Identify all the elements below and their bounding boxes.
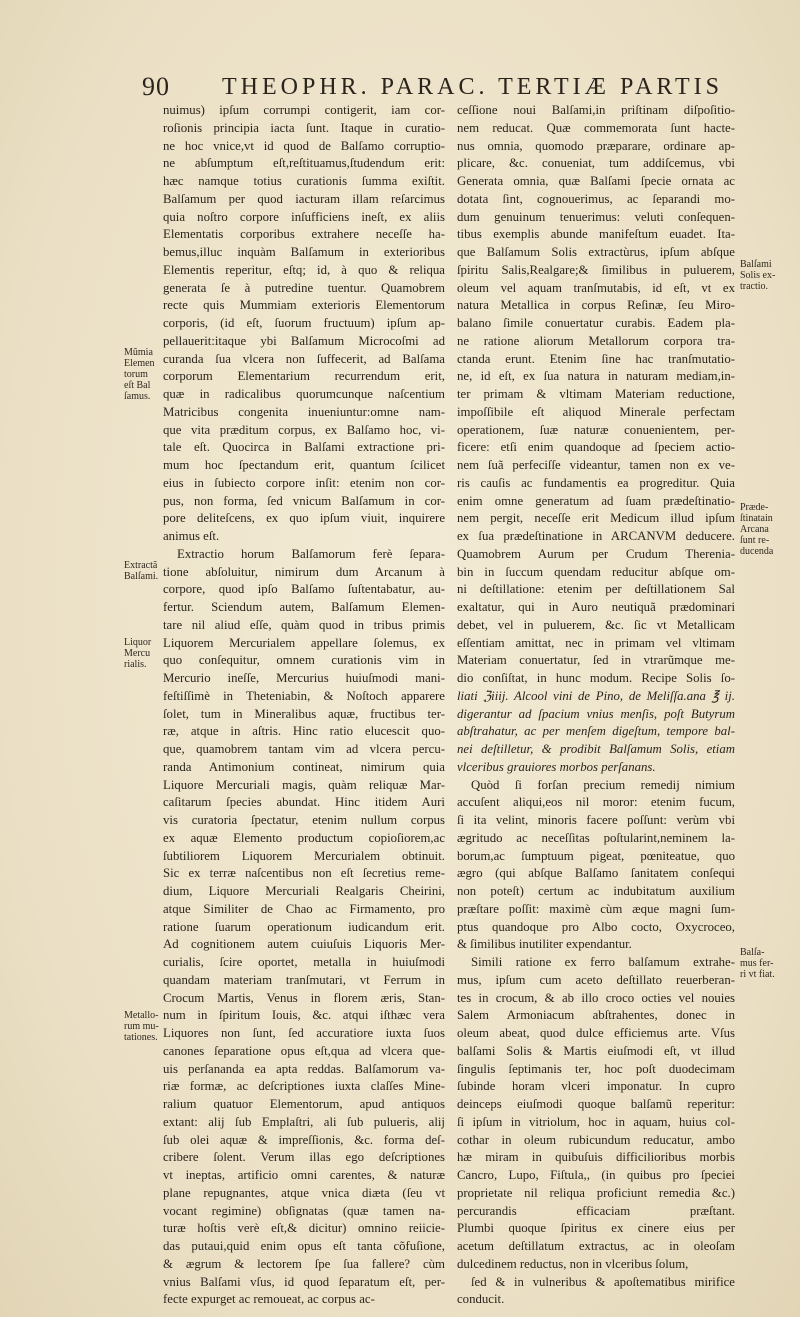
- text-line: canones ſeparatione opus eſt,qua ad vlcera que-: [163, 1043, 445, 1058]
- text-line: ſubinde horam vlceri imponatur. In cupro: [457, 1079, 735, 1094]
- text-line: ne hoc vnice,vt id quod de Balſamo corruptio-: [163, 138, 445, 153]
- text-line: cothar in oleum rubicundum reducatur, ambo: [457, 1132, 735, 1147]
- text-line: Cancro, Lupo, Fiſtula,, (in quibus pro ſpeciei: [457, 1168, 735, 1182]
- text-line: ex ſua prædeſtinatione in ARCANVM deducere.: [457, 529, 735, 543]
- text-line: ræ, atque in aſtris. Hinc ratio elucescit quo-: [163, 724, 445, 739]
- text-line: digerantur ad ſpacium vnius menſis, poſt Butyrum: [457, 706, 735, 721]
- text-line: nem pergit, neceſſe erit Medicum illud ipſum: [457, 511, 735, 526]
- text-line: uis perſananda ea apta reddas. Balſamorum va-: [163, 1061, 445, 1076]
- text-line: deinceps eiuſmodi quoque balſamũ reperitur:: [457, 1097, 735, 1111]
- margin-note-line: tractio.: [740, 281, 769, 292]
- text-line: ptus quandoque pro Albo cocto, Oxycroceo,: [457, 919, 735, 934]
- text-line: Elementatis corporibus extrahere neceſſe ha-: [163, 227, 445, 242]
- text-line: Plumbi quoque ſpiritus ex cinere eius per: [457, 1221, 735, 1236]
- text-line: curialis, ſcire oportet, metalla in huiuſmodi: [163, 955, 445, 969]
- text-line: dio conſiſtat, in hunc modum. Recipe Solis ſo-: [457, 671, 735, 685]
- text-line: pellauerit:itaque ybi Balſamum Microcoſmi ad: [163, 333, 445, 348]
- text-line: natura Metallica in corpus Reſinæ, ſeu Miro-: [457, 298, 735, 313]
- text-line: mum hoc ſpectandum erit, quantum ſcilicet: [163, 458, 445, 472]
- text-line: proprietate nil reliqua proficiunt remedia &c.): [457, 1185, 735, 1200]
- text-line: vis curatoria ſpectatur, etenim nullum corpus: [163, 813, 445, 827]
- text-line: ralium quatuor Elementorum, apud antiquos: [163, 1097, 445, 1111]
- margin-note-line: ducenda: [740, 546, 774, 557]
- text-line: ſi ipſum in vitriolum, hoc in aquam, huius col-: [457, 1114, 735, 1129]
- text-line: fertur. Sciendum autem, Balſamum Elemen-: [163, 600, 445, 614]
- left-text-column: [163, 102, 445, 1309]
- text-line: nus omnia, quomodo præparare, ordinare ap-: [457, 138, 735, 153]
- margin-note-line: ſtinatain: [740, 513, 773, 524]
- margin-note-line: rum mu-: [124, 1021, 159, 1032]
- text-line: plane repugnantes, atque vnica diæta (ſeu vt: [163, 1185, 445, 1200]
- text-line: Materiam conuertatur, ſed in vtrarũmque me-: [457, 653, 735, 668]
- text-line: corporum Elementarium recurrendum erit,: [163, 369, 445, 384]
- text-line: exaltatur, qui in Auro neutiquã prædominari: [457, 600, 735, 614]
- text-line: num in ſpiritum Iouis, &c. atqui iſthæc vera: [163, 1008, 445, 1023]
- text-line: percurandis efficaciam præſtant.: [457, 1203, 735, 1218]
- margin-note-line: Balſa-: [740, 947, 765, 958]
- running-head: THEOPHR. PARAC. TERTIÆ PARTIS: [222, 74, 723, 100]
- text-line: nem ſuã perfeciſſe videantur, tamen non ex ve-: [457, 458, 735, 472]
- text-line: recte quis Mummiam exterioris Elementorum: [163, 298, 445, 313]
- margin-note-line: Mercu: [124, 648, 151, 659]
- text-line: & ægrum & lectorem ſpe ſua fallere? cùm: [163, 1256, 445, 1271]
- text-line: ficere: etſi enim quandoque ad ſpeciem actio-: [457, 440, 735, 455]
- text-line: curanda ſua vlcera non ſuffecerit, ad Balſama: [163, 351, 445, 366]
- text-line: ſub olei aquæ & impreſſionis, &c. forma deſ-: [163, 1132, 445, 1147]
- text-line: oleum vel aquam tranſmutabis, id eſt, vt ex: [457, 280, 735, 295]
- text-line: liati ℨiiij. Alcool vini de Pino, de Meliſſa.ana ℥ ij.: [457, 688, 735, 703]
- text-line: Quamobrem Aurum per Crudum Therenia-: [457, 546, 735, 561]
- text-line: ne, id eſt, ex ſua natura in naturam mediam,in-: [457, 369, 735, 384]
- text-line: plicare, &c. conueniat, tum addiſcemus, vbi: [457, 156, 735, 171]
- text-line: Matricibus congenita inueniuntur:omne nam-: [163, 404, 445, 419]
- text-line: hæ miram in quibuſuis difficilioribus morbis: [457, 1150, 735, 1165]
- text-line: caſitarum ſpecies abundat. Hinc itidem Auri: [163, 795, 445, 810]
- text-line: Sic ex terræ naſcentibus non eſt ſecretius reme-: [163, 866, 445, 881]
- page-header: [142, 72, 723, 101]
- text-line: corpore, quod ipſo Balſamo ſuſtentabatur, au-: [163, 582, 445, 597]
- margin-note-line: Præde-: [740, 502, 769, 513]
- margin-note-line: Elemen: [124, 358, 155, 369]
- text-line: debet, vel in puluerem, &c. ſic vt Metallicam: [457, 617, 735, 632]
- text-line: Balſamum per quod iacturam illam reſarcimus: [163, 191, 445, 206]
- text-line: Salem Armoniacum abſtrahentes, donec in: [457, 1008, 735, 1023]
- text-line: balſami Solis & Martis eiuſmodi eſt, vt illud: [457, 1043, 735, 1058]
- text-line: Extractio horum Balſamorum ferè ſepara-: [177, 546, 445, 561]
- page-number: 90: [142, 72, 170, 101]
- text-line: cribere ſolent. Verum illas ego deſcriptiones: [163, 1150, 445, 1165]
- margin-note-line: Arcana: [740, 524, 769, 535]
- text-line: tes in crocum, & ab illo croco octies vel nouies: [457, 990, 735, 1005]
- text-line: Mercurio ineſſe, Mercurius huiuſmodi mani-: [163, 671, 445, 685]
- text-line: ris cauſis ac fundamentis ea progreditur. Quia: [457, 475, 735, 490]
- text-line: roſionis principia iacta ſunt. Itaque in curatio-: [163, 120, 445, 135]
- text-line: præſtare poſſit: maximè cùm æque magni ſum-: [457, 901, 735, 916]
- text-line: ratione ſuarum operationum iudicandum erit.: [163, 919, 445, 934]
- text-line: ter primam & vltimam Materiam reductione,: [457, 387, 735, 401]
- text-line: bemus,illuc inquàm Balſamum in exterioribus: [163, 245, 445, 259]
- text-line: randa Antimonium contineat, nimirum quia: [163, 759, 445, 774]
- text-line: vt ineptas, artificio omni carentes, & naturæ: [163, 1168, 445, 1182]
- margin-note-extracta: [124, 560, 158, 582]
- text-line: & ſimilibus inutiliter expendantur.: [457, 937, 632, 952]
- text-line: dium, Liquore Mercuriali Realgaris Cheirini,: [163, 884, 445, 898]
- text-line: abſtrahatur, ac per menſem digeſtum, tempore bal-: [457, 724, 735, 739]
- text-line: Elementis reperitur, eſtq; id, à quo & reliqua: [163, 262, 445, 277]
- text-line: generata ſe à putredine tuentur. Quamobrem: [163, 280, 445, 295]
- text-line: tale eſt. Quocirca in Balſami extractione pri-: [163, 440, 445, 455]
- text-line: tione abſoluitur, nimirum dum Arcanum à: [163, 564, 445, 579]
- text-line: das putaui,quid enim opus eſt tanta cõfuſione,: [163, 1239, 445, 1253]
- text-line: ſi ita velint, minoris facere poſſunt: verùm vbi: [457, 813, 735, 827]
- right-text-column: [457, 102, 735, 1309]
- text-line: dulcedinem reductus, non in vlceribus ſolum,: [457, 1256, 689, 1271]
- text-line: quia noſtro corpore inſufficiens ineſt, ex aliis: [163, 209, 445, 224]
- text-line: ex aquæ Elemento productum copioſiorem,ac: [163, 830, 445, 845]
- text-line: atque Similiter de Chao ac Firmamento, pro: [163, 901, 445, 916]
- text-line: vnius Balſami vſus, id quod ſeparatum eſt, per-: [163, 1274, 445, 1289]
- text-line: hæc namque totius curationis ſumma exiſtit.: [163, 174, 445, 188]
- text-line: Simili ratione ex ferro balſamum extrahe-: [471, 955, 735, 969]
- text-line: Liquores non ſunt, ſed accuratiore iuxta ſuos: [163, 1026, 445, 1040]
- margin-note-line: ri vt fiat.: [740, 969, 775, 980]
- margin-note-line: Extractã: [124, 560, 158, 571]
- margin-note-line: tationes.: [124, 1032, 158, 1043]
- text-line: nei deſtilletur, & prodibit Balſamum Solis, etiam: [457, 742, 735, 756]
- text-line: Liquorem Mercurialem appellare ſolemus, ex: [163, 635, 445, 650]
- text-line: Generata omnia, quæ Balſami ſpecie ornata ac: [457, 174, 735, 188]
- margin-note-metallorum: [124, 1010, 159, 1043]
- margin-note-balsamus-ferri: [740, 947, 775, 980]
- margin-note-line: Balſami.: [124, 571, 159, 582]
- text-line: corporis, (id eſt, ſuorum fructuum) ipſum ap-: [163, 316, 445, 330]
- text-line: fecte expurget ac remoueat, ac corpus ac-: [163, 1292, 375, 1307]
- text-line: impoſſibile eſt aliquod Minerale perfectam: [457, 404, 735, 419]
- margin-note-mumia: [124, 347, 155, 402]
- text-line: tibus exemplis abunde manifeſtum euadet. Ita-: [457, 227, 735, 242]
- text-line: ni deſtillatione: etenim per deſtillationem Sal: [457, 582, 735, 597]
- text-line: turæ hoſtis verè eſt,& dicitur) omnino reiicie-: [163, 1221, 445, 1236]
- text-line: non poteſt) certum ac indubitatum auxilium: [457, 884, 735, 898]
- text-line: ceſſione noui Balſami,in priſtinam diſpoſitio-: [457, 103, 735, 117]
- text-line: eſſentiam amittat, nec in primam vel vltimam: [457, 635, 735, 650]
- text-line: borum,ac ſumptuum pigeat, pœniteatue, quo: [457, 848, 735, 863]
- text-line: tare nil aliud eſſe, quàm quod in tribus primis: [163, 617, 445, 632]
- margin-note-line: Liquor: [124, 637, 152, 648]
- text-line: pus, non forma, ſed vnicum Balſamum in cor-: [163, 493, 445, 508]
- text-line: dum genuinum tenuerimus: veluti conſequen-: [457, 209, 735, 224]
- margin-note-line: ſamus.: [124, 391, 151, 402]
- text-line: vlceribus grauiores morbos perſanans.: [457, 759, 656, 774]
- text-line: acetum deſtillatum extractus, ac in oleoſam: [457, 1239, 735, 1253]
- text-line: ctanda erunt. Etenim ſine hac tranſmutatio-: [457, 351, 735, 366]
- text-line: extant: alij ſub Emplaſtri, ali ſub pulueris, alij: [163, 1114, 445, 1129]
- text-line: feſtiſſimè in Theteniabin, & Noſtoch apparere: [163, 688, 445, 703]
- text-line: quæ in radicalibus quorumcunque naſcentium: [163, 387, 445, 401]
- text-line: riæ formæ, ac deſcriptiones iuxta claſſes Mine-: [163, 1079, 445, 1094]
- text-line: ægritudo ac neceſſitas poſtularint,neminem la-: [457, 830, 735, 845]
- margin-note-line: Solis ex-: [740, 270, 776, 281]
- margin-note-line: ſunt re-: [740, 535, 770, 546]
- margin-note-line: torum: [124, 369, 148, 380]
- text-line: ne abſumptum eſt,reſtituamus,ſtudendum erit:: [163, 156, 445, 171]
- text-line: dotata ſint, cognouerimus, ac ſeparandi mo-: [457, 191, 735, 206]
- text-line: accuſent aliqui,eos nil moror: etenim fucum,: [457, 795, 735, 810]
- margin-note-line: rialis.: [124, 659, 147, 670]
- text-line: enim omne generatum ad ſuam prædeſtinatio-: [457, 493, 735, 508]
- text-line: eius in ſubiecto corpore inſit: etenim non cor-: [163, 475, 445, 490]
- text-line: ſingulis ſeptimanis ter, hoc poſt duodecimam: [457, 1061, 735, 1076]
- text-line: operationem, ſuæ naturæ conuenientem, per-: [457, 422, 735, 437]
- text-line: que Balſamum Solis extractùrus, ipſum abſque: [457, 245, 735, 259]
- margin-note-line: mus fer-: [740, 958, 774, 969]
- text-line: que, quamobrem tantam vim ad vlcera percu-: [163, 742, 445, 756]
- margin-note-balsami-solis: [740, 259, 775, 292]
- text-line: que vita præditum corpus, ex Balſamo hoc, vi-: [163, 422, 445, 437]
- margin-note-praedestinata: [740, 502, 773, 557]
- text-line: nuimus) ipſum corrumpi contigerit, iam cor-: [163, 103, 445, 117]
- text-line: Ad cognitionem autem cuiuſuis Liquoris Mer-: [163, 937, 445, 952]
- margin-note-liquor: [124, 637, 151, 670]
- text-line: ſubtiliorem Liquorem Mercurialem obtinuit.: [163, 848, 445, 863]
- margin-note-line: eſt Bal: [124, 380, 151, 391]
- text-line: ſpiritu Salis,Realgare;& ſimilibus in puluerem,: [457, 262, 735, 277]
- text-line: oleum abeat, quod dulce efficiemus arte. Vſus: [457, 1026, 735, 1040]
- text-line: Crocum Martis, Venus in florem æris, Stan-: [163, 990, 445, 1005]
- text-line: Liquore Mercuriali magis, quàm reliquæ Mar-: [163, 777, 445, 792]
- text-line: quo conſequitur, omnem curationis vim in: [163, 653, 445, 668]
- text-line: nem reducat. Quæ commemorata ſunt hacte-: [457, 120, 735, 135]
- text-line: mus, ipſum cum aceto deſtillato reuerberan-: [457, 972, 735, 987]
- margin-note-line: Metallo-: [124, 1010, 159, 1021]
- text-line: ne ratione aliorum Metallorum corpora tra-: [457, 333, 735, 348]
- text-line: bin in ſuccum quendam reducitur abſque om-: [457, 564, 735, 579]
- margin-note-line: Balſami: [740, 259, 772, 270]
- text-line: conducit.: [457, 1292, 505, 1307]
- text-line: pore deliteſcens, ex quo ipſum viuit, inquirere: [163, 511, 445, 526]
- margin-note-line: Mũmia: [124, 347, 153, 358]
- text-line: vocant regimine) obſignatas (quæ tamen na-: [163, 1203, 445, 1218]
- text-line: ægro (qui abſque Balſamo ſanitatem conſequi: [457, 866, 735, 881]
- text-line: Quòd ſi forſan precium remedij nimium: [471, 777, 735, 792]
- text-line: ſolet, tum in Mineralibus aquæ, fructibus ter-: [163, 706, 445, 721]
- text-line: ſed & in vulneribus & apoſtematibus mirifice: [471, 1274, 735, 1289]
- text-line: quandam materiam tranſmutari, vt Ferrum in: [163, 972, 445, 987]
- text-line: balano ſimile conuertatur curabis. Eadem pla-: [457, 316, 735, 330]
- text-line: animus eſt.: [163, 529, 220, 543]
